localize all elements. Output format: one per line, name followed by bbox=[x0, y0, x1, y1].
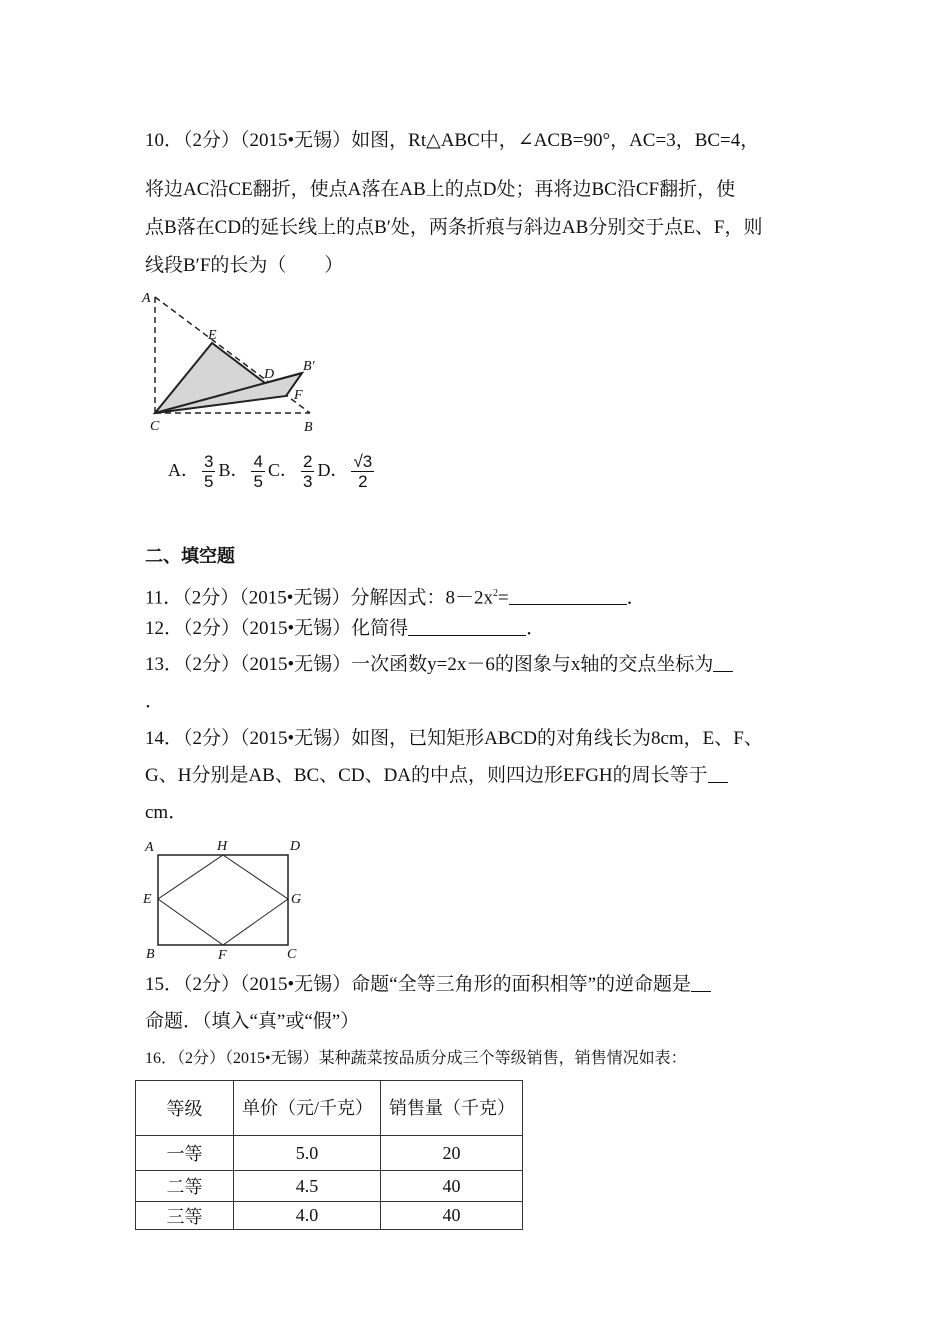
q10-line3: 点B落在CD的延长线上的点B′处，两条折痕与斜边AB分别交于点E、F，则 bbox=[145, 217, 763, 238]
cell: 三等 bbox=[136, 1202, 234, 1230]
header-cell: 销售量（千克） bbox=[381, 1081, 523, 1136]
q11-blank[interactable] bbox=[509, 586, 627, 605]
q12: 12．（2分）（2015•无锡）化简得 ． bbox=[145, 618, 546, 639]
option-c[interactable]: C． $\frac{2}{3}$ bbox=[267, 452, 313, 491]
label-b-prime: B′ bbox=[303, 359, 315, 374]
label-e: E bbox=[208, 328, 217, 343]
option-b[interactable]: B． $\frac{4}{5}$ bbox=[218, 452, 263, 491]
grade-sales-table bbox=[135, 1080, 523, 1230]
q14-line2: G、H分别是AB、BC、CD、DA的中点，则四边形EFGH的周长等于 bbox=[145, 764, 728, 788]
cell: 40 bbox=[381, 1202, 523, 1230]
q14-figure bbox=[0, 0, 400, 970]
label-c: C bbox=[287, 947, 297, 962]
rectangle-abcd bbox=[158, 855, 288, 945]
q10-line4: 线段B′F的长为（ ） bbox=[145, 255, 344, 276]
q14-line3: cm． bbox=[145, 802, 188, 823]
q12-blank[interactable] bbox=[408, 617, 526, 636]
label-h: H bbox=[217, 839, 228, 854]
q13: 13．（2分）（2015•无锡）一次函数y=2x－6的图象与x轴的交点坐标为 bbox=[145, 653, 733, 677]
option-a[interactable]: A． $\frac{3}{5}$ bbox=[168, 452, 214, 491]
table-row bbox=[136, 1202, 523, 1230]
label-a: A bbox=[142, 291, 151, 306]
label-g: G bbox=[291, 892, 302, 907]
label-d: D bbox=[264, 367, 275, 382]
header-cell: 单价（元/千克） bbox=[234, 1081, 381, 1136]
label-d: D bbox=[290, 839, 301, 854]
label-f: F bbox=[294, 388, 303, 403]
cell: 4.5 bbox=[234, 1171, 381, 1202]
q16: 16．（2分）（2015•无锡）某种蔬菜按品质分成三个等级销售，销售情况如表： bbox=[145, 1050, 687, 1067]
cell: 20 bbox=[381, 1136, 523, 1171]
label-b: B bbox=[146, 947, 155, 962]
label-a: A bbox=[145, 840, 154, 855]
table-row bbox=[136, 1136, 523, 1171]
cell: 二等 bbox=[136, 1171, 234, 1202]
q11: 11．（2分）（2015•无锡）分解因式：$8-2x^2=$ ． bbox=[145, 587, 646, 609]
q13-line2: ． bbox=[145, 691, 165, 712]
q13-blank[interactable] bbox=[713, 653, 733, 672]
label-f: F bbox=[218, 948, 227, 963]
header-cell: 等级 bbox=[136, 1081, 234, 1136]
q14-line1: 14．（2分）（2015•无锡）如图，已知矩形ABCD的对角线长为8cm，E、F、 bbox=[145, 728, 763, 749]
label-c: C bbox=[150, 419, 160, 434]
q14-blank[interactable] bbox=[708, 764, 728, 783]
cell: 一等 bbox=[136, 1136, 234, 1171]
q15-line2: 命题．（填入“真”或“假”） bbox=[145, 1011, 360, 1032]
option-d[interactable]: D． $\frac{√3}{2}$ bbox=[317, 452, 373, 491]
q10-line2: 将边AC沿CE翻折，使点A落在AB上的点D处；再将边BC沿CF翻折，使 bbox=[145, 179, 736, 200]
q10-line1: 10．（2分）（2015•无锡）如图，Rt△ABC中，∠ACB=90°，AC=3，BC=4， bbox=[145, 130, 760, 151]
label-e: E bbox=[143, 892, 152, 907]
section-title: 二、填空题 bbox=[145, 546, 235, 567]
q15-blank[interactable] bbox=[691, 973, 711, 992]
table-header-row bbox=[136, 1081, 523, 1136]
table-row bbox=[136, 1171, 523, 1202]
cell: 40 bbox=[381, 1171, 523, 1202]
label-b: B bbox=[304, 420, 313, 435]
cell: 4.0 bbox=[234, 1202, 381, 1230]
cell: 5.0 bbox=[234, 1136, 381, 1171]
q15-line1: 15．（2分）（2015•无锡）命题“全等三角形的面积相等”的逆命题是 bbox=[145, 973, 711, 997]
quad-efgh bbox=[158, 855, 288, 945]
